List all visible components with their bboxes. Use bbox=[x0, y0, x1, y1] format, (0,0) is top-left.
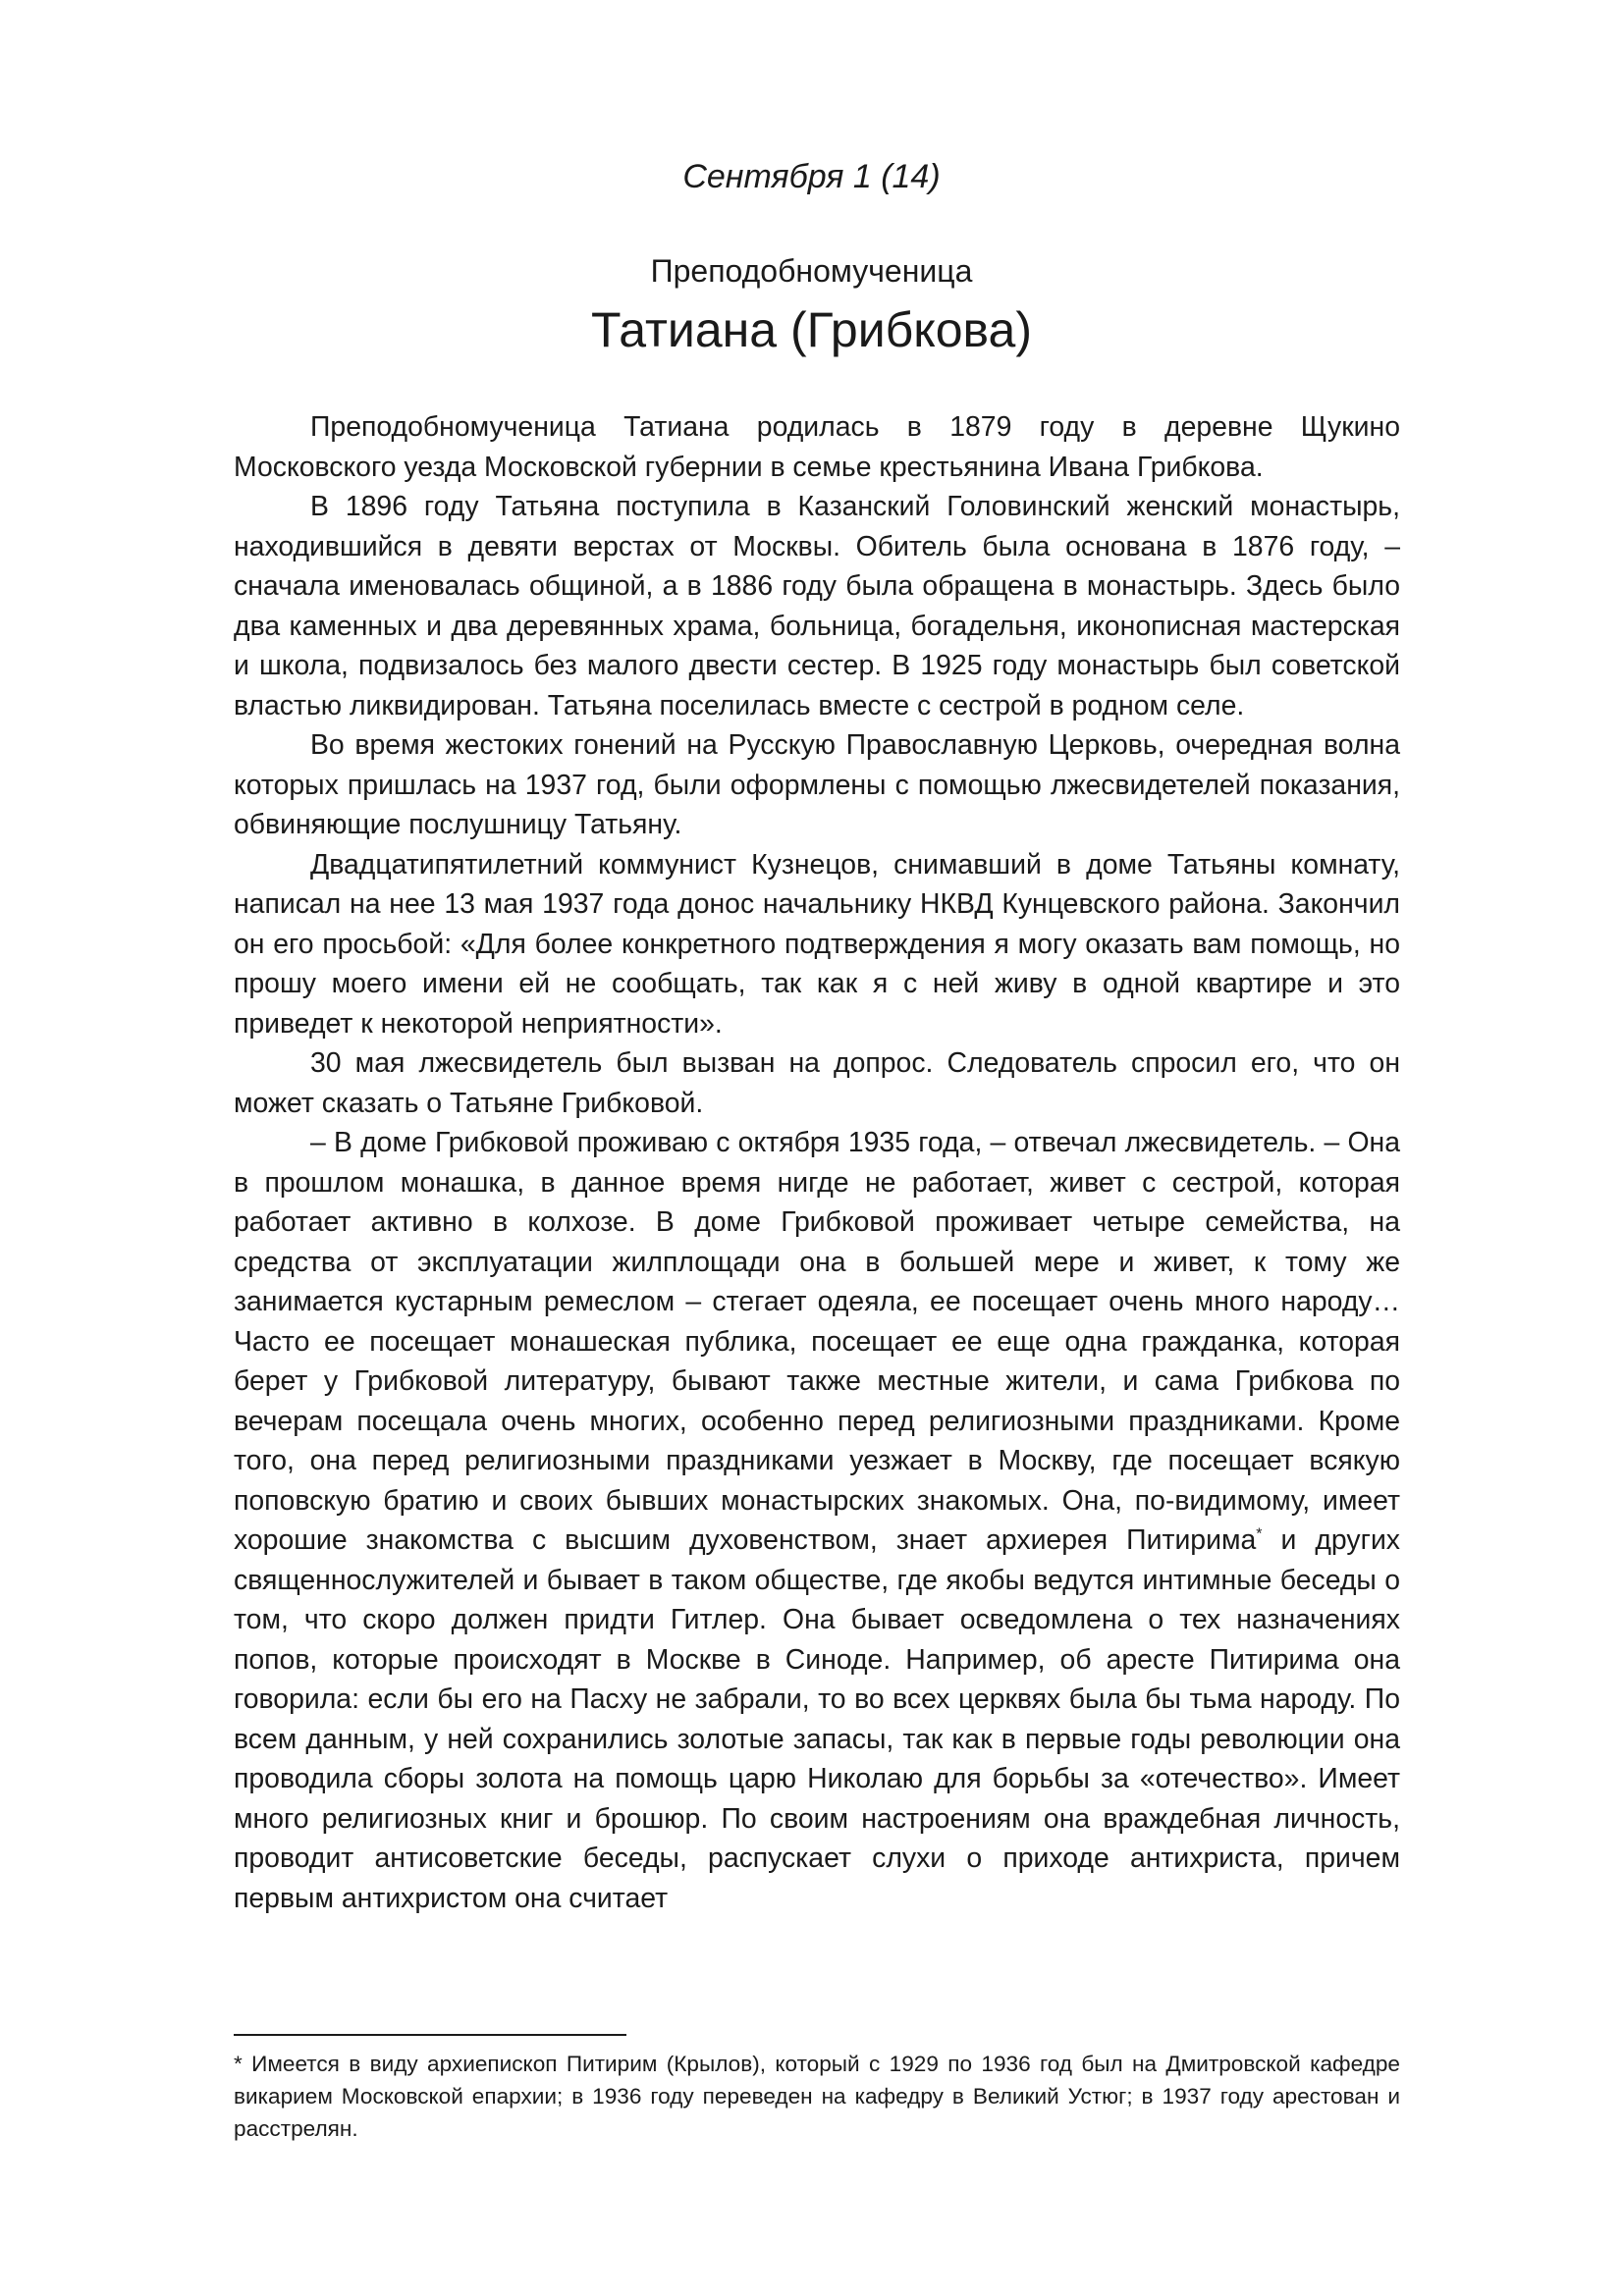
main-text bbox=[234, 407, 1400, 1918]
feast-date: Сентября 1 (14) bbox=[682, 158, 941, 195]
page-title: Татиана (Грибкова) bbox=[591, 302, 1032, 357]
paragraph: 30 мая лжесвидетель был вызван на допрос. Следователь спросил его, что он может сказать о Татьяне Грибковой. bbox=[234, 1047, 1400, 1119]
saint-rank: Преподобномученица bbox=[650, 253, 973, 289]
paragraph: Преподобномученица Татиана родилась в 1879 году в деревне Щукино Московского уезда Московской губернии в семье крестьянина Ивана Грибкова. bbox=[234, 411, 1400, 483]
paragraph bbox=[234, 1123, 1400, 1918]
paragraph: Во время жестоких гонений на Русскую Православную Церковь, очередная волна которых пришлась на 1937 год, были оформлены с помощью лжесвидетелей показания, обвиняющие послушницу Татьяну. bbox=[234, 729, 1400, 840]
footnote: * Имеется в виду архиепископ Питирим (Крылов), который с 1929 по 1936 год был на Дмитровской кафедре викарием Московской епархии; в 1936 году переведен на кафедру в Великий Устюг; в 1937 году арестован и расстрелян. bbox=[234, 2052, 1400, 2141]
paragraph: Двадцатипятилетний коммунист Кузнецов, снимавший в доме Татьяны комнату, написал на нее 13 мая 1937 года донос начальнику НКВД Кунцевского района. Закончил он его просьбой: «Для более конкретного подтверждения я могу оказать вам помощь, но прошу моего имени ей не сообщать, так как я с ней живу в одной квартире и это приведет к некоторой неприятности». bbox=[234, 848, 1400, 1040]
paragraph-text: – В доме Грибковой проживаю с октября 1935 года, – отвечал лжесвидетель. – Она в прошлом монашка, в данное время нигде не работает, живет с сестрой, которая работает активно в колхозе. В доме Грибковой проживает четыре семейства, на средства от эксплуатации жилплощади она в большей мере и живет, к тому же занимается кустарным ремеслом – стегает одеяла, ее посещает очень много народу… Часто ее посещает монашеская публика, посещает ее еще одна гражданка, которая берет у Грибковой литературу, бывают также местные жители, и сама Грибкова по вечерам посещала очень многих, особенно перед религиозными праздниками. Кроме того, она перед религиозными праздниками уезжает в Москву, где посещает всякую поповскую братию и своих бывших монастырских знакомых. Она, по-видимому, имеет хорошие знакомства с высшим духовенством, знает архиерея Питирима bbox=[234, 1127, 1400, 1556]
paragraph-text: и других священнослужителей и бывает в таком обществе, где якобы ведутся интимные беседы о том, что скоро должен придти Гитлер. Она бывает осведомлена о тех назначениях попов, которые происходят в Москве в Синоде. Например, об аресте Питирима она говорила: если бы его на Пасху не забрали, то во всех церквях была бы тьма народу. По всем данным, у ней сохранились золотые запасы, так как в первые годы революции она проводила сборы золота на помощь царю Николаю для борьбы за «отечество». Имеет много религиозных книг и брошюр. По своим настроениям она враждебная личность, проводит антисоветские беседы, распускает слухи о приходе антихриста, причем первым антихристом она считает bbox=[234, 1524, 1400, 1914]
footnote-separator bbox=[234, 2034, 626, 2036]
footnote-mark[interactable]: * bbox=[1256, 1525, 1263, 1543]
paragraph: В 1896 году Татьяна поступила в Казанский Головинский женский монастырь, находившийся в девяти верстах от Москвы. Обитель была основана в 1876 году, – сначала именовалась общиной, а в 1886 году была обращена в монастырь. Здесь было два каменных и два деревянных храма, больница, богадельня, иконописная мастерская и школа, подвизалось без малого двести сестер. В 1925 году монастырь был советской властью ликвидирован. Татьяна поселилась вместе с сестрой в родном селе. bbox=[234, 491, 1400, 721]
